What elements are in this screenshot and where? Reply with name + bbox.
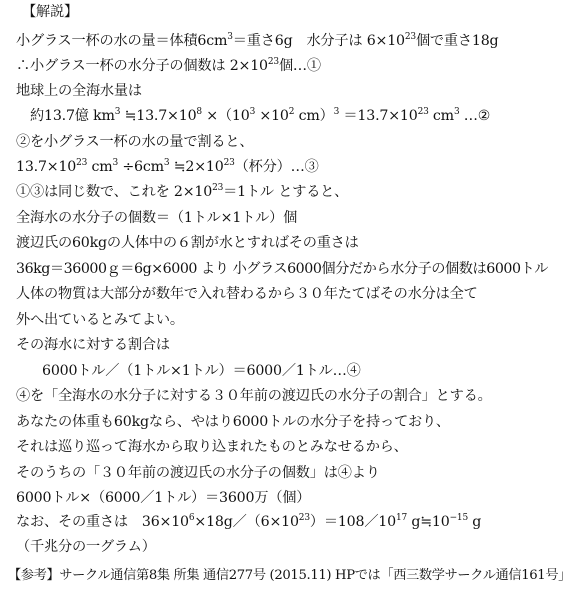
text-fragment: 人体の物質は大部分が数年で入れ替わるから３０年たてばその水分は全て — [16, 286, 478, 302]
text-fragment: それは巡り巡って海水から取り込まれたものとみなせるから、 — [16, 439, 408, 455]
exponent: 23 — [404, 32, 416, 42]
exponent: −15 — [449, 513, 468, 523]
text-fragment: 個で重さ18g — [415, 33, 499, 49]
text-line-17 — [16, 436, 408, 458]
text-line-13 — [16, 334, 170, 356]
text-fragment: なお、その重さは 36×10 — [16, 514, 189, 530]
text-fragment: ＝1トル とすると、 — [223, 184, 349, 200]
text-fragment: ∴小グラス一杯の水分子の個数は 2×10 — [16, 58, 268, 74]
text-line-14 — [42, 360, 361, 382]
text-fragment: 【参考】サークル通信第8集 所集 通信277号 (2015.11) HPでは「西三数学サークル通信161号」 — [8, 568, 572, 583]
exponent: 2 — [288, 107, 295, 117]
reference-note — [8, 565, 571, 587]
text-line-7 — [16, 181, 348, 203]
text-line-2 — [16, 55, 321, 77]
text-fragment: ÷6cm — [118, 159, 164, 175]
text-fragment: 外へ出ているとみてよい。 — [16, 312, 184, 328]
exponent: 8 — [196, 107, 202, 117]
text-fragment: ②を小グラス一杯の水の量で割ると、 — [16, 134, 254, 150]
text-fragment: ≒2×10 — [169, 159, 224, 175]
text-fragment: 小グラス一杯の水の量＝体積6cm — [16, 33, 228, 49]
text-line-9 — [16, 232, 359, 254]
text-line-8 — [16, 207, 297, 229]
text-fragment: 渡辺氏の60kgの人体中の６割が水とすればその重さは — [16, 235, 359, 251]
text-fragment: ≒13.7×10 — [120, 108, 197, 124]
text-fragment: ＝13.7×10 — [339, 108, 418, 124]
text-line-21 — [16, 536, 156, 558]
text-line-5 — [16, 131, 253, 153]
text-fragment: 個…① — [278, 58, 321, 74]
text-line-3 — [16, 80, 142, 102]
text-fragment: 【解説】 — [22, 4, 78, 20]
text-fragment: その海水に対する割合は — [16, 337, 170, 353]
text-fragment: そのうちの「３０年前の渡辺氏の水分子の個数」は④より — [16, 465, 380, 481]
text-fragment: （千兆分の一グラム） — [16, 539, 156, 555]
text-line-18 — [16, 462, 380, 484]
text-fragment: g≒10 — [407, 514, 450, 530]
text-fragment: 13.7×10 — [16, 159, 77, 175]
exponent: 3 — [163, 158, 170, 168]
text-line-6 — [16, 156, 319, 178]
text-fragment: 約13.7億 km — [30, 108, 115, 124]
exponent: 23 — [212, 183, 224, 193]
exponent: 23 — [417, 107, 429, 117]
text-fragment: ×18g／（6×10 — [194, 514, 299, 530]
text-line-16 — [16, 411, 450, 433]
text-fragment: cm） — [294, 108, 334, 124]
exponent: 3 — [453, 107, 460, 117]
exponent: 3 — [112, 158, 119, 168]
text-fragment: 6000トル／（1トル×1トル）＝6000／1トル…④ — [42, 363, 361, 379]
text-fragment: 全海水の水分子の個数＝（1トル×1トル）個 — [16, 210, 298, 226]
exponent: 3 — [114, 107, 121, 117]
exponent: 3 — [249, 107, 256, 117]
text-fragment: ×（10 — [201, 108, 250, 124]
text-fragment: 6000トル×（6000／1トル）＝3600万（個） — [16, 490, 311, 506]
text-fragment: ①③は同じ数で、これを 2×10 — [16, 184, 213, 200]
exponent: 23 — [298, 513, 310, 523]
text-line-19 — [16, 487, 310, 509]
exponent: 23 — [223, 158, 235, 168]
text-line-4 — [30, 105, 490, 127]
section-heading — [22, 1, 78, 23]
text-fragment: （杯分）…③ — [234, 159, 319, 175]
text-fragment: ＝重さ6g 水分子は 6×10 — [232, 33, 405, 49]
text-fragment: 36kg＝36000ｇ＝6g×6000 より 小グラス6000個分だから水分子の個数は6000トル — [16, 261, 549, 277]
text-fragment: cm — [87, 159, 113, 175]
text-line-10 — [16, 258, 548, 280]
text-fragment: …② — [459, 108, 491, 124]
text-line-11 — [16, 283, 478, 305]
text-line-1 — [16, 30, 498, 52]
text-fragment: 地球上の全海水量は — [16, 83, 142, 99]
text-fragment: ④を「全海水の水分子に対する３０年前の渡辺氏の水分子の割合」とする。 — [16, 388, 492, 404]
exponent: 17 — [395, 513, 408, 523]
text-line-20 — [16, 511, 481, 533]
text-line-15 — [16, 385, 492, 407]
exponent: 3 — [227, 32, 233, 42]
text-fragment: あなたの体重も60kgなら、やはり6000トルの水分子を持っており、 — [16, 414, 450, 430]
text-fragment: cm — [428, 108, 454, 124]
text-fragment: ）＝108／10 — [309, 514, 396, 530]
exponent: 23 — [267, 57, 279, 67]
exponent: 6 — [188, 513, 195, 523]
text-fragment: ×10 — [255, 108, 289, 124]
text-line-12 — [16, 309, 184, 331]
exponent: 23 — [76, 158, 88, 168]
text-fragment: g — [467, 514, 482, 530]
exponent: 3 — [333, 107, 340, 117]
